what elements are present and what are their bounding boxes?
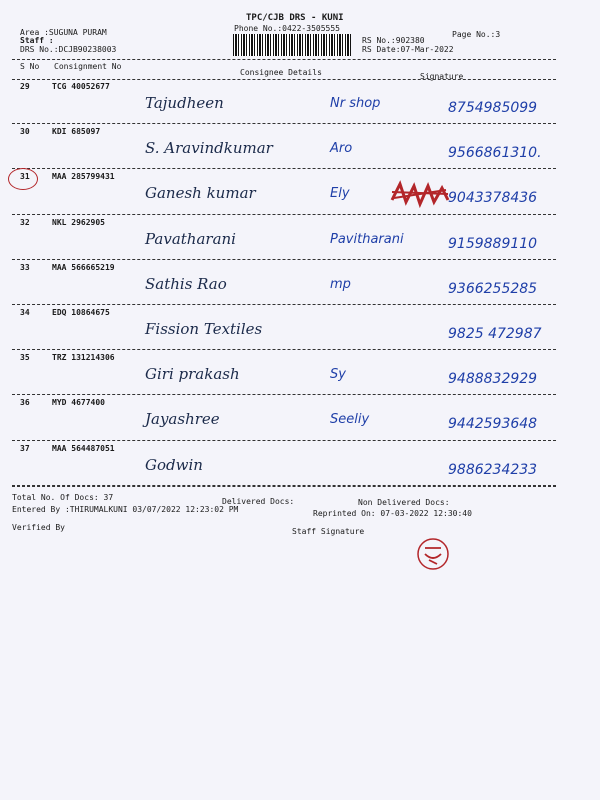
rs-date: RS Date:07-Mar-2022 bbox=[362, 45, 454, 54]
column-sno: S No bbox=[20, 62, 40, 71]
row-phone: 9159889110 bbox=[448, 235, 538, 252]
row-divider bbox=[12, 168, 556, 169]
red-circle-mark bbox=[8, 168, 38, 190]
row-divider bbox=[12, 123, 556, 124]
row-signature: Ely bbox=[330, 186, 350, 202]
row-consignee-name: Tajudheen bbox=[145, 94, 224, 112]
row-consignment: MAA 564487051 bbox=[52, 443, 115, 453]
row-divider bbox=[12, 304, 556, 305]
column-signature: Signature bbox=[420, 72, 464, 81]
document-title: TPC/CJB DRS - KUNI bbox=[246, 13, 344, 23]
row-signature: Nr shop bbox=[330, 96, 381, 111]
verified-by: Verified By bbox=[12, 523, 65, 532]
row-sno: 36 bbox=[20, 398, 30, 408]
row-consignment: EDQ 10864675 bbox=[52, 308, 110, 317]
row-signature: Sy bbox=[330, 367, 346, 383]
row-phone: 9442593648 bbox=[448, 416, 538, 433]
row-phone: 9886234233 bbox=[448, 461, 538, 478]
row-consignee-name: Ganesh kumar bbox=[145, 184, 256, 203]
non-delivered-docs: Non Delivered Docs: bbox=[358, 498, 450, 507]
area-label: Area :SUGUNA PURAM bbox=[20, 28, 107, 37]
row-consignment: TRZ 131214306 bbox=[52, 353, 115, 363]
row-sno: 34 bbox=[20, 308, 30, 317]
row-consignee-name: Pavatharani bbox=[145, 229, 236, 248]
row-signature: Seeliy bbox=[330, 412, 370, 428]
row-phone: 9566861310. bbox=[448, 145, 542, 162]
barcode-image bbox=[233, 34, 351, 56]
total-docs: Total No. Of Docs: 37 bbox=[12, 493, 114, 502]
row-phone: 9043378436 bbox=[448, 190, 538, 207]
entered-by: Entered By :THIRUMALKUNI 03/07/2022 12:23:02 PM bbox=[12, 505, 239, 514]
red-scribble-mark bbox=[390, 180, 450, 210]
drs-number: DRS No.:DCJB90238003 bbox=[20, 45, 117, 54]
row-phone: 9366255285 bbox=[448, 280, 538, 297]
row-signature: mp bbox=[330, 276, 351, 292]
divider bbox=[12, 59, 556, 60]
row-divider bbox=[12, 259, 556, 260]
row-consignee-name: S. Aravindkumar bbox=[145, 139, 273, 158]
row-consignee-name: Giri prakash bbox=[145, 365, 240, 384]
row-signature: Aro bbox=[330, 141, 353, 157]
row-consignee-name: Sathis Rao bbox=[145, 274, 227, 293]
row-consignee-name: Godwin bbox=[145, 455, 203, 474]
reprinted-on: Reprinted On: 07-03-2022 12:30:40 bbox=[313, 509, 472, 518]
row-divider bbox=[12, 349, 556, 350]
row-consignment: KDI 685097 bbox=[52, 127, 101, 137]
row-sno: 37 bbox=[20, 443, 30, 453]
row-sno: 30 bbox=[20, 127, 30, 137]
row-consignment: NKL 2962905 bbox=[52, 217, 105, 227]
row-sno: 31 bbox=[20, 172, 30, 182]
page-number: Page No.:3 bbox=[452, 30, 501, 39]
row-phone: 9825 472987 bbox=[448, 326, 542, 342]
divider bbox=[12, 486, 556, 487]
row-sno: 29 bbox=[20, 82, 30, 91]
staff-signature-mark bbox=[415, 536, 451, 572]
row-divider bbox=[12, 440, 556, 441]
row-consignment: TCG 40052677 bbox=[52, 82, 110, 91]
phone-number: Phone No.:0422-3505555 bbox=[234, 24, 340, 33]
row-phone: 8754985099 bbox=[448, 100, 538, 116]
row-sno: 32 bbox=[20, 217, 30, 227]
delivered-docs: Delivered Docs: bbox=[222, 497, 295, 506]
row-divider bbox=[12, 214, 556, 215]
row-consignment: MYD 4677400 bbox=[52, 398, 105, 408]
row-consignment: MAA 566665219 bbox=[52, 262, 115, 272]
divider bbox=[12, 79, 556, 80]
row-consignment: MAA 285799431 bbox=[52, 172, 115, 182]
row-signature: Pavitharani bbox=[330, 231, 404, 247]
row-sno: 33 bbox=[20, 262, 30, 272]
rs-number: RS No.:902380 bbox=[362, 36, 425, 45]
column-consignee: Consignee Details bbox=[240, 68, 322, 77]
row-phone: 9488832929 bbox=[448, 371, 538, 388]
column-consignment: Consignment No bbox=[54, 62, 122, 71]
staff-label: Staff : bbox=[20, 36, 54, 45]
row-sno: 35 bbox=[20, 353, 30, 363]
row-consignee-name: Fission Textiles bbox=[145, 320, 263, 338]
staff-signature: Staff Signature bbox=[292, 527, 365, 536]
row-consignee-name: Jayashree bbox=[145, 410, 220, 429]
row-divider bbox=[12, 394, 556, 395]
